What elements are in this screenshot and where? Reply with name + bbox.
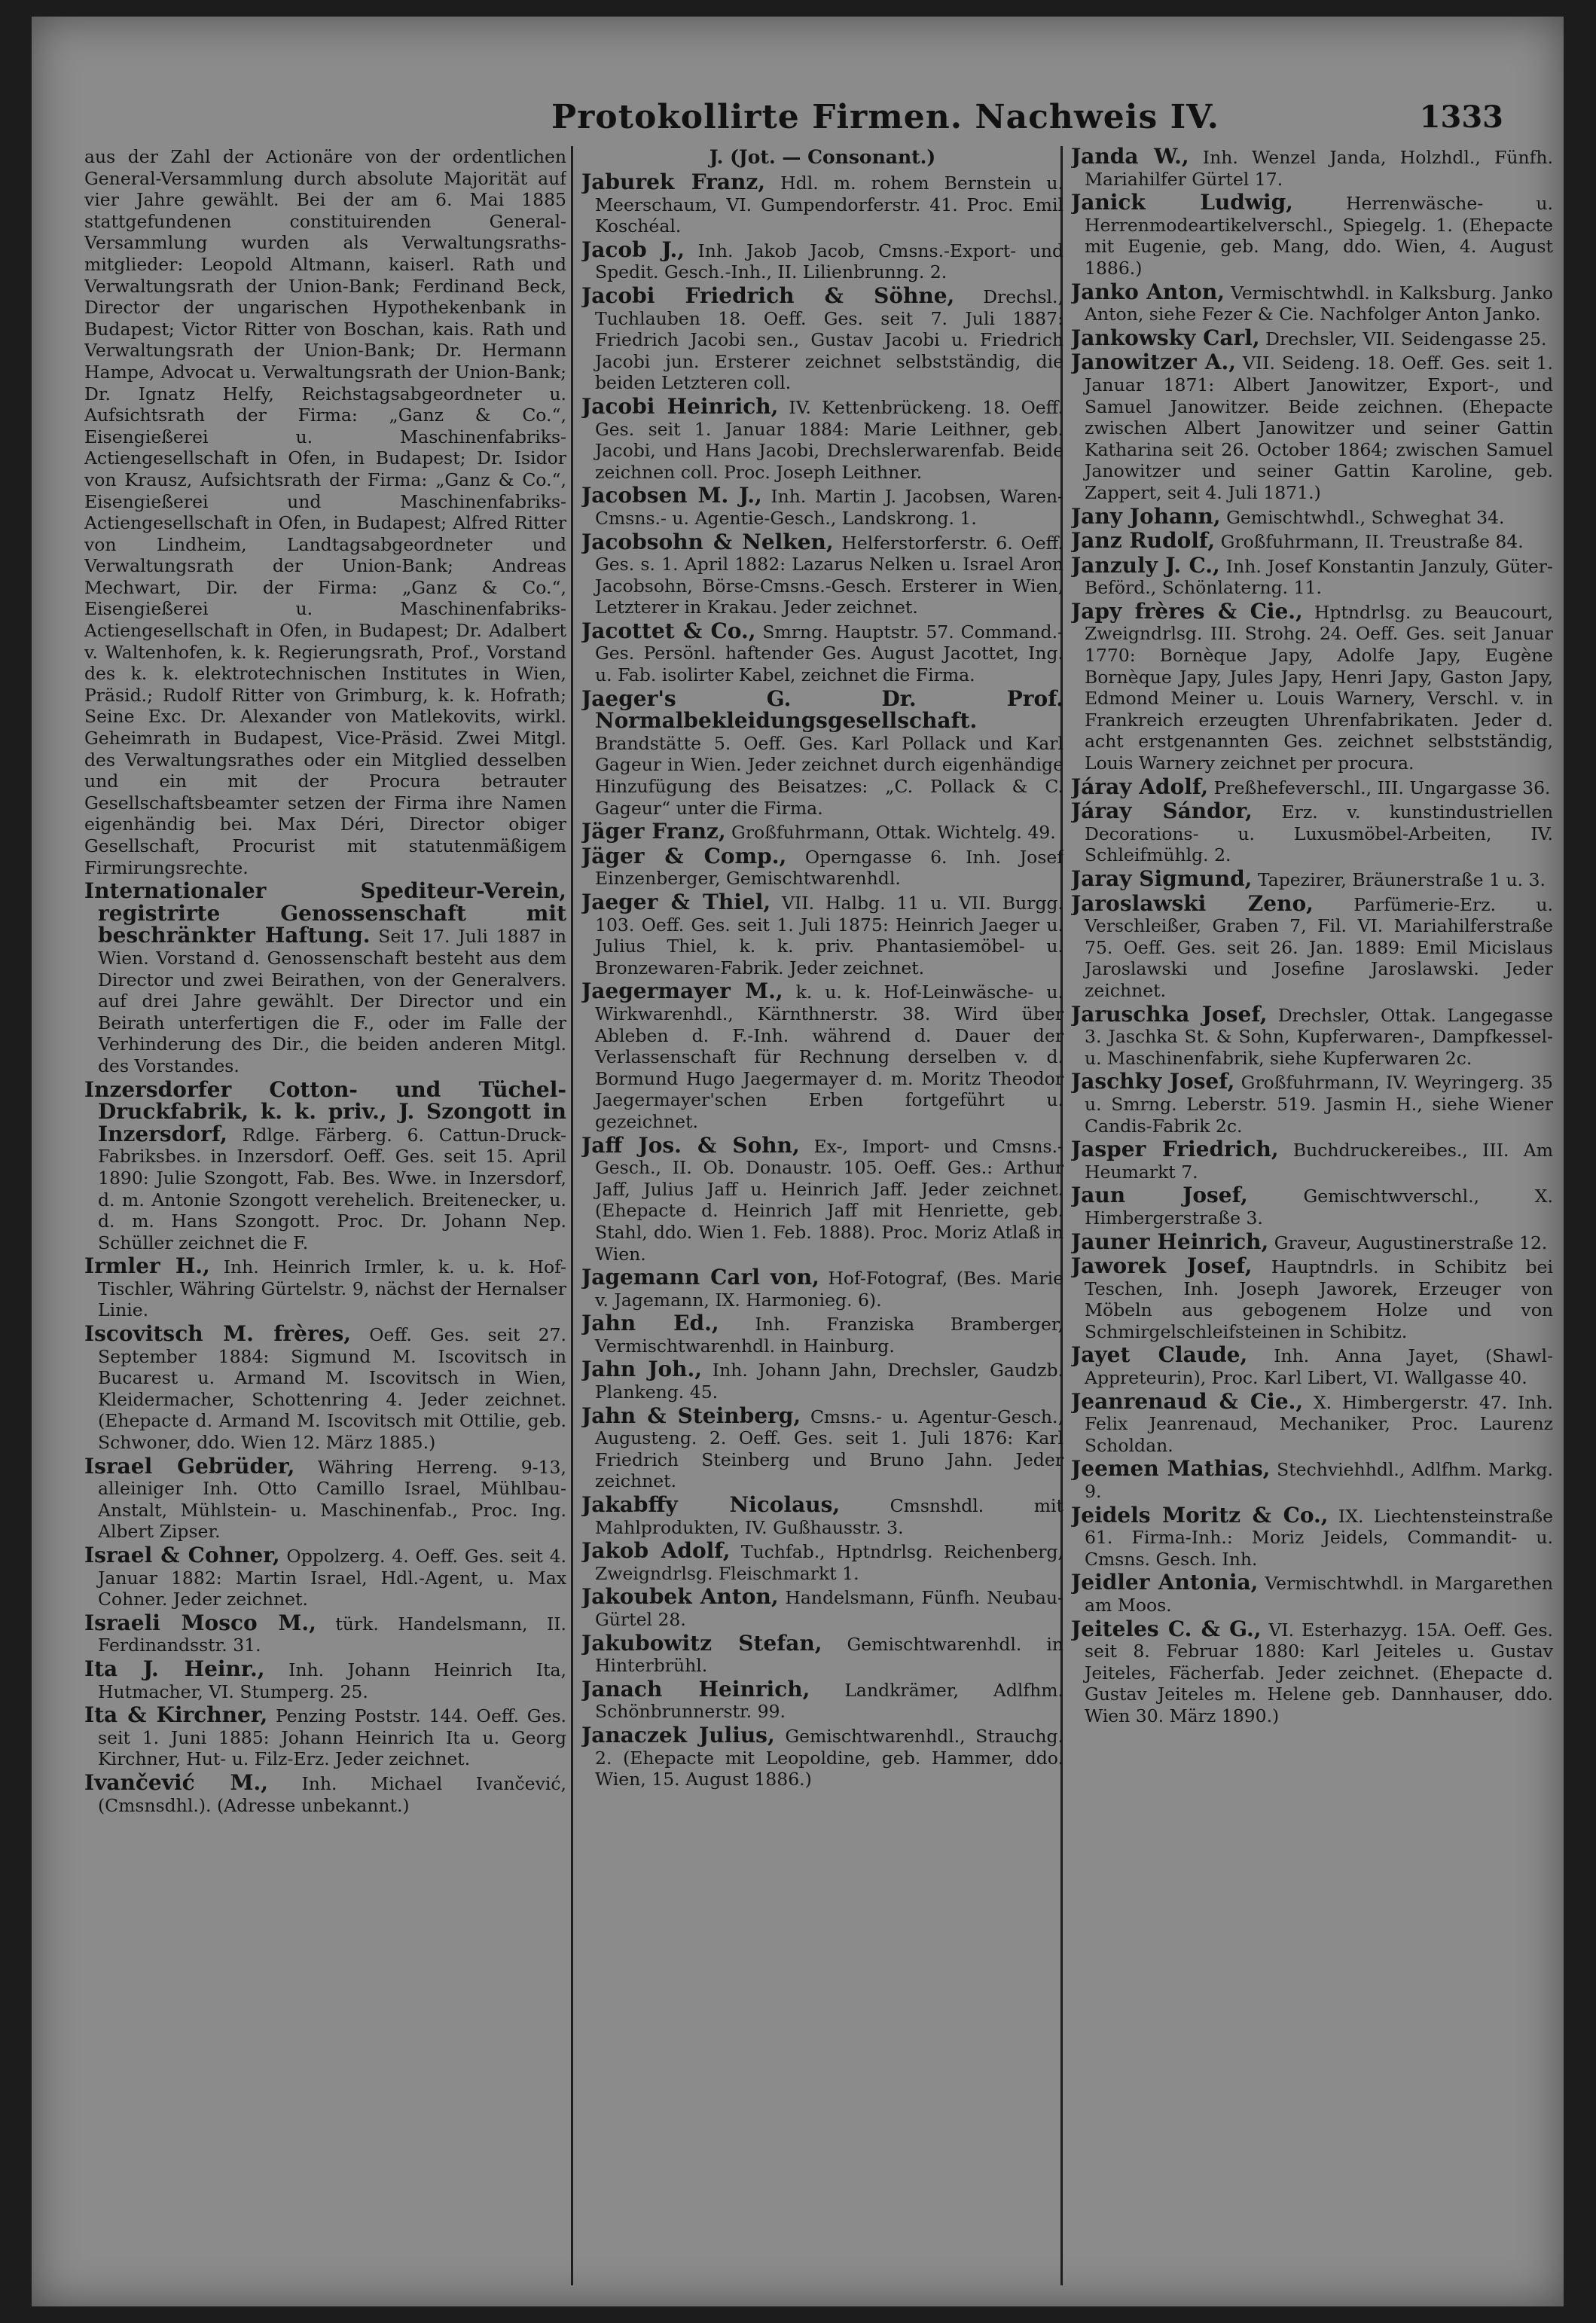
firm-name: Jaff Jos. & Sohn, <box>581 1132 800 1158</box>
directory-entry <box>581 237 1063 283</box>
firm-name: Jacottet & Co., <box>581 618 756 643</box>
entry-details: Inh. Anna Jayet, (Shawl-Appreteurin), Proc. Karl Libert, VI. Wallgasse 40. <box>1085 1345 1553 1389</box>
entry-details: Stechviehhdl., Adlfhm. Markg. 9. <box>1085 1459 1553 1503</box>
continued-entry: aus der Zahl der Actionäre von der ordentlichen General-Versammlung durch absolute Majorität auf vier Jahre gewählt. Bei der am 6. Mai 1885 stattgefundenen constituirenden General-Versammlung wurden als Verwaltungsraths-mitglieder: Leopold Altmann, kaiserl. Rath und Verwaltungsrath der Union-Bank; Ferdinand Beck, Director der ungarischen Hypothekenbank in Budapest; Victor Ritter von Boschan, kais. Rath und Verwaltungsrath der Union-Bank; Dr. Hermann Hampe, Advocat u. Verwaltungsrath der Union-Bank; Dr. Ignatz Helfy, Reichstagsabgeordneter u. Aufsichtsrath der Firma: „Ganz & Co.“, Eisengießerei u. Maschinenfabriks-Actiengesellschaft in Ofen, in Budapest; Dr. Isidor von Krausz, Aufsichtsrath der Firma: „Ganz & Co.“, Eisengießerei und Maschinenfabriks-Actiengesellschaft in Ofen, in Budapest; Alfred Ritter von Lindheim, Landtagsabgeordneter und Verwaltungsrath der Union-Bank; Andreas Mechwart, Dir. der Firma: „Ganz & Co.“, Eisengießerei u. Maschinenfabriks-Actiengesellschaft in Ofen, in Budapest; Dr. Adalbert v. Waltenhofen, k. k. Regierungsrath, Prof., Vorstand des k. k. elektrotechnischen Institutes in Wien, Präsid.; Rudolf Ritter von Grimburg, k. k. Hofrath; Seine Exc. Dr. Alexander von Matlekovits, wirkl. Geheimrath in Budapest, Vice-Präsid. Zwei Mitgl. des Verwaltungsrathes oder ein Mitglied desselben und ein mit der Procura betrauter Gesellschaftsbeamter setzen der Firma ihre Namen eigenhändig bei. Max Déri, Director obiger Gesellschaft, Procurist mit statutenmäßigem Firmirungsrechte. <box>84 146 566 878</box>
directory-entry <box>581 1313 1063 1357</box>
directory-entry <box>1071 530 1553 553</box>
entry-details: Hdl. m. rohem Bernstein u. Meerschaum, VI. Gumpendorferstr. 41. Proc. Emil Koschéal. <box>595 172 1063 237</box>
directory-entry <box>1071 325 1553 350</box>
directory-entry <box>581 892 1063 978</box>
entry-details: Großfuhrmann, IV. Weyringerg. 35 u. Smrng. Leberstr. 519. Jasmin H., siehe Wiener Candis-Fabrik 2c. <box>1085 1072 1553 1137</box>
entry-details: Handelsmann, Fünfh. Neubau-Gürtel 28. <box>595 1587 1063 1630</box>
firm-name: Israel & Cohner, <box>84 1543 280 1567</box>
entry-details: Inh. Franziska Bramberger, Vermischtwarenhdl. in Hainburg. <box>595 1314 1063 1357</box>
directory-entry <box>1071 1388 1553 1457</box>
entry-details: Rdlge. Färberg. 6. Cattun-Druck-Fabriksbes. in Inzersdorf. Oeff. Ges. seit 15. April 1890: Julie Szongott, Fab. Bes. Wwe. in Inzersdorf, d. m. Antonie Szongott verehelich. Breitenecker, u. d. m. Hans Szongott. Proc. Dr. Johann Nep. Schüller zeichnet die F. <box>98 1124 566 1253</box>
firm-name: Janowitzer A., <box>1071 350 1236 375</box>
entry-details: Gemischtwverschl., X. Himbergerstraße 3. <box>1085 1186 1553 1229</box>
page-title: Protokollirte Firmen. Nachweis IV. <box>551 98 1219 136</box>
directory-entry <box>1071 890 1553 1002</box>
column-3 <box>1071 146 1553 2285</box>
directory-entry <box>84 1323 566 1454</box>
directory-entry <box>581 529 1063 618</box>
firm-name: Jäger Franz, <box>581 819 726 844</box>
firm-name: Jahn & Steinberg, <box>581 1403 801 1428</box>
entry-details: Cmsnshdl. mit Mahlprodukten, IV. Gußhausstr. 3. <box>595 1495 1063 1538</box>
firm-name: Jeidler Antonia, <box>1071 1570 1259 1595</box>
entry-details: Hauptndrls. in Schibitz bei Teschen, Inh. Joseph Jaworek, Erzeuger von Möbeln aus gebogenem Holze und von Schmirgelschleifsteinen in Schibitz. <box>1085 1256 1553 1342</box>
entry-details: Drechsl., Tuchlauben 18. Oeff. Ges. seit 7. Juli 1887: Friedrich Jacobi sen., Gustav Jacobi u. Friedrich Jacobi jun. Ersterer zeichnet selbstständig, die beiden Letzteren coll. <box>595 285 1063 394</box>
directory-entry <box>581 618 1063 686</box>
entry-details: Inh. Johann Heinrich Ita, Hutmacher, VI. Stumperg. 25. <box>98 1659 566 1702</box>
firm-name: Jahn Ed., <box>581 1311 719 1336</box>
entry-details: Großfuhrmann, II. Treustraße 84. <box>1215 531 1524 553</box>
directory-entry <box>1071 868 1553 891</box>
entry-details: Inh. Johann Jahn, Drechsler, Gaudzb. Plankeng. 45. <box>595 1360 1063 1403</box>
directory-entry <box>581 978 1063 1132</box>
directory-entry <box>581 1540 1063 1584</box>
firm-name: Jacobi Heinrich, <box>581 393 779 419</box>
firm-name: Jeemen Mathias, <box>1071 1456 1271 1482</box>
firm-name: Janz Rudolf, <box>1071 528 1216 554</box>
firm-name: Jakoubek Anton, <box>581 1584 779 1610</box>
directory-entry <box>84 1769 566 1816</box>
firm-name: Jacobi Friedrich & Söhne, <box>581 282 955 308</box>
entry-details: Inh. Jakob Jacob, Cmsns.-Export- und Spedit. Gesch.-Inh., II. Lilienbrunng. 2. <box>595 240 1063 283</box>
entry-list <box>1071 146 1553 1727</box>
entry-details: Preßhefeverschl., III. Ungargasse 36. <box>1208 777 1551 798</box>
firm-name: Internationaler Spediteur-Verein, registrirte Genossenschaft mit beschränkter Haftung. <box>84 878 566 948</box>
directory-entry <box>84 1610 566 1656</box>
firm-name: Israel Gebrüder, <box>84 1453 295 1479</box>
entry-details: Inh. Martin J. Jacobsen, Waren-Cmsns.- u. Agentie-Gesch., Landskrong. 1. <box>595 486 1063 529</box>
column-divider <box>571 146 573 2285</box>
directory-entry <box>1071 598 1553 774</box>
directory-entry <box>1071 798 1553 866</box>
directory-entry <box>581 1676 1063 1723</box>
firm-name: Jauner Heinrich, <box>1071 1229 1269 1254</box>
entry-details: Gemischtwhdl., Schweghat 34. <box>1220 506 1505 528</box>
directory-entry <box>84 1076 566 1254</box>
firm-name: Jeidels Moritz & Co., <box>1071 1502 1329 1528</box>
directory-entry <box>581 393 1063 483</box>
firm-name: Jacob J., <box>581 237 685 262</box>
entry-details: Tuchfab., Hptndrlsg. Reichenberg, Zweigndrlsg. Fleischmarkt 1. <box>595 1541 1063 1584</box>
entry-details: Oppolzerg. 4. Oeff. Ges. seit 4. Januar 1882: Martin Israel, Hdl.-Agent, u. Max Cohner. Jeder zeichnet. <box>98 1546 566 1610</box>
firm-name: Jacobsen M. J., <box>581 483 762 508</box>
page-header <box>32 92 1564 145</box>
firm-name: Jahn Joh., <box>581 1357 702 1382</box>
directory-entry <box>1071 1572 1553 1616</box>
firm-name: Jaschky Josef, <box>1071 1069 1235 1094</box>
directory-entry <box>1071 1616 1553 1727</box>
directory-entry <box>1071 1071 1553 1137</box>
entry-list <box>581 169 1063 1790</box>
directory-entry <box>581 1722 1063 1790</box>
entry-details: VII. Halbg. 11 u. VII. Burgg. 103. Oeff. Ges. seit 1. Juli 1875: Heinrich Jaeger u. Julius Thiel, k. k. priv. Phantasiemöbel- u. Bronzewaren-Fabrik. Jeder zeichnet. <box>595 893 1063 978</box>
firm-name: Ita & Kirchner, <box>84 1702 268 1728</box>
firm-name: Jaroslawski Zeno, <box>1071 890 1314 916</box>
firm-name: Jany Johann, <box>1071 503 1221 529</box>
firm-name: Irmler H., <box>84 1253 210 1279</box>
firm-name: Ivančević M., <box>84 1769 268 1795</box>
firm-name: Janick Ludwig, <box>1071 190 1293 215</box>
directory-entry <box>1071 1342 1553 1389</box>
firm-name: Israeli Mosco M., <box>84 1610 316 1635</box>
firm-name: Jaworek Josef, <box>1071 1253 1253 1279</box>
entry-details: Herrenwäsche- u. Herrenmodeartikelverschl., Spiegelg. 1. (Ehepacte mit Eugenie, geb. Mang, ddo. Wien, 4. August 1886.) <box>1085 193 1553 279</box>
directory-entry <box>581 1586 1063 1630</box>
directory-entry <box>1071 1139 1553 1183</box>
firm-name: Jaray Sigmund, <box>1071 866 1253 891</box>
entry-details: k. u. k. Hof-Leinwäsche- u. Wirkwarenhdl., Kärnthnerstr. 38. Wird über Ableben d. F.-Inh. während d. Dauer der Verlassenschaft für Rechnung derselben v. d. Bormund Hugo Jaegermayer d. m. Moritz Theodor Jaegermayer'schen Erben fortgeführt u. gezeichnet. <box>595 981 1063 1132</box>
directory-entry <box>84 1656 566 1702</box>
directory-entry <box>1071 1502 1553 1571</box>
firm-name: Jäger & Comp., <box>581 843 787 868</box>
entry-details: VI. Esterhazyg. 15A. Oeff. Ges. seit 8. Februar 1880: Karl Jeiteles u. Gustav Jeiteles, Fächerfab. Jeder zeichnet. (Ehepacte d. Gustav Jeiteles m. Helene geb. Dannhauser, ddo. Wien 30. März 1890.) <box>1085 1619 1553 1726</box>
directory-entry <box>84 1545 566 1610</box>
entry-details: Operngasse 6. Inh. Josef Einzenberger, Gemischtwarenhdl. <box>595 846 1063 890</box>
directory-entry <box>1071 503 1553 529</box>
directory-entry <box>581 1494 1063 1538</box>
firm-name: Jaburek Franz, <box>581 169 766 194</box>
entry-details: Drechsler, VII. Seidengasse 25. <box>1259 328 1547 350</box>
page-number: 1333 <box>1419 99 1503 135</box>
directory-entry <box>1071 1253 1553 1342</box>
entry-details: VII. Seideng. 18. Oeff. Ges. seit 1. Januar 1871: Albert Janowitzer, Export-, und Samuel Janowitzer. Beide zeichnen. (Ehepacte zwischen Albert Janowitzer und seiner Gattin Katharina seit 26. October 1864; zwischen Samuel Janowitzer und seiner Gattin Karoline, geb. Zappert, seit 4. Juli 1871.) <box>1085 353 1553 503</box>
entry-details: Drechsler, Ottak. Langegasse 3. Jaschka St. & Sohn, Kupferwaren-, Dampfkessel- u. Maschinenfabrik, siehe Kupferwaren 2c. <box>1085 1004 1553 1069</box>
entry-details: Ex-, Import- und Cmsns.-Gesch., II. Ob. Donaustr. 105. Oeff. Ges.: Arthur Jaff, Julius Jaff u. Heinrich Jaff. Jeder zeichnet. (Ehepacte d. Heinrich Jaff mit Henriette, geb. Stahl, ddo. Wien 1. Feb. 1888). Proc. Moriz Atlaß in Wien. <box>595 1135 1063 1265</box>
directory-entry <box>581 821 1063 844</box>
firm-name: Jaeger & Thiel, <box>581 890 771 914</box>
directory-entry <box>581 485 1063 529</box>
directory-entry <box>1071 146 1553 190</box>
firm-name: Japy frères & Cie., <box>1071 598 1303 624</box>
firm-name: Jaeger's G. Dr. Prof. Normalbekleidungsgesellschaft. <box>581 685 1063 734</box>
entry-list <box>84 878 566 1816</box>
entry-details: Hof-Fotograf, (Bes. Marie v. Jagemann, IX. Harmonieg. 6). <box>595 1268 1063 1311</box>
directory-entry <box>581 685 1063 820</box>
entry-details: Seit 17. Juli 1887 in Wien. Vorstand d. Genossenschaft besteht aus dem Director und zwei Beirathen, von der Generalvers. auf drei Jahre gewählt. Der Director und ein Beirath unterfertigen die F., oder im Falle der Verhinderung des Dir., die beiden anderen Mitgl. des Vorstandes. <box>98 926 566 1076</box>
entry-details: X. Himbergerstr. 47. Inh. Felix Jeanrenaud, Mechaniker, Proc. Laurenz Scholdan. <box>1085 1391 1553 1456</box>
entry-details: Helferstorferstr. 6. Oeff. Ges. s. 1. April 1882: Lazarus Nelken u. Israel Aron Jacobsohn, Börse-Cmsns.-Gesch. Ersterer in Wien, Letzterer in Krakau. Jeder zeichnet. <box>595 532 1063 618</box>
firm-name: Járay Sándor, <box>1071 798 1253 824</box>
firm-name: Janko Anton, <box>1071 279 1225 304</box>
entry-details: Parfümerie-Erz. u. Verschleißer, Graben 7, Fil. VI. Mariahilferstraße 75. Oeff. Ges. seit 26. Jan. 1889: Emil Micislaus Jaroslawski und Josefine Jaroslawski. Jeder zeichnet. <box>1085 893 1553 1001</box>
firm-name: Járay Adolf, <box>1071 774 1209 799</box>
firm-name: Iscovitsch M. frères, <box>84 1321 352 1347</box>
firm-name: Jaegermayer M., <box>581 978 783 1004</box>
directory-entry <box>84 878 566 1076</box>
entry-details: Buchdruckereibes., III. Am Heumarkt 7. <box>1085 1140 1553 1183</box>
directory-entry <box>1071 1185 1553 1229</box>
firm-name: Ita J. Heinr., <box>84 1656 265 1681</box>
firm-name: Jaruschka Josef, <box>1071 1001 1268 1027</box>
directory-entry <box>1071 1229 1553 1254</box>
directory-entry <box>84 1253 566 1321</box>
entry-details: Hptndrlsg. zu Beaucourt, Zweigndrlsg. III. Strohg. 24. Oeff. Ges. seit Januar 1770: Bornèque Japy, Adolfe Japy, Eugène Bornèque Japy, Jules Japy, Henri Japy, Gaston Japy, Edmond Meiner u. Louis Warnery, Verschl. v. in Frankreich erzeugten Uhrenfabrikaten. Jeder d. acht erstgenannten Ges. zeichnet selbstständig, Louis Warnery zeichnet per procura. <box>1085 601 1553 774</box>
firm-name: Jeanrenaud & Cie., <box>1071 1388 1304 1414</box>
entry-details: Cmsns.- u. Agentur-Gesch., Augusteng. 2. Oeff. Ges. seit 1. Juli 1876: Karl Friedrich Steinberg und Bruno Jahn. Jeder zeichnet. <box>595 1406 1063 1492</box>
firm-name: Jagemann Carl von, <box>581 1265 819 1290</box>
entry-details: Vermischtwhdl. in Margarethen am Moos. <box>1085 1573 1553 1616</box>
entry-details: Gemischtwarenhdl., Strauchg. 2. (Ehepacte mit Leopoldine, geb. Hammer, ddo. Wien, 15. August 1886.) <box>595 1725 1063 1790</box>
firm-name: Jasper Friedrich, <box>1071 1137 1279 1162</box>
entry-details: Oeff. Ges. seit 27. September 1884: Sigmund M. Iscovitsch in Bucarest u. Armand M. Iscovitsch in Wien, Kleidermacher, Schottenring 4. Jeder zeichnet. (Ehepacte d. Armand M. Iscovitsch mit Ottilie, geb. Schwoner, ddo. Wien 12. März 1885.) <box>98 1324 566 1454</box>
directory-entry <box>1071 279 1553 325</box>
directory-entry <box>1071 352 1553 503</box>
firm-name: Jacobsohn & Nelken, <box>581 529 834 554</box>
entry-details: Vermischtwhdl. in Kalksburg. Janko Anton, siehe Fezer & Cie. Nachfolger Anton Janko. <box>1085 282 1553 325</box>
directory-entry <box>581 282 1063 394</box>
entry-details: türk. Handelsmann, II. Ferdinandsstr. 31. <box>98 1613 566 1656</box>
column-1 <box>84 146 566 2285</box>
firm-name: Jakob Adolf, <box>581 1538 731 1564</box>
firm-name: Jayet Claude, <box>1071 1342 1248 1368</box>
section-heading: J. (Jot. — Consonant.) <box>709 146 936 168</box>
firm-name: Janach Heinrich, <box>581 1676 810 1702</box>
directory-entry <box>1071 552 1553 599</box>
firm-name: Jakubowitz Stefan, <box>581 1630 822 1656</box>
entry-details: Inh. Heinrich Irmler, k. u. k. Hof-Tischler, Währing Gürtelstr. 9, nächst der Hernalser Linie. <box>98 1256 566 1321</box>
directory-entry <box>1071 1001 1553 1070</box>
directory-entry <box>1071 1458 1553 1502</box>
directory-entry <box>581 1132 1063 1265</box>
directory-entry <box>581 1403 1063 1492</box>
directory-entry <box>84 1453 566 1543</box>
entry-details: Inh. Michael Ivančević, (Cmsnsdhl.). (Adresse unbekannt.) <box>98 1772 566 1816</box>
entry-details: Tapezirer, Bräunerstraße 1 u. 3. <box>1252 869 1546 890</box>
entry-details: IX. Liechtensteinstraße 61. Firma-Inh.: Moriz Jeidels, Commandit- u. Cmsns. Gesch. Inh. <box>1085 1505 1553 1570</box>
entry-details: Großfuhrmann, Ottak. Wichtelg. 49. <box>725 822 1056 844</box>
firm-name: Jaun Josef, <box>1071 1183 1248 1208</box>
firm-name: Janaczek Julius, <box>581 1722 775 1748</box>
directory-entry <box>1071 192 1553 279</box>
directory-page <box>32 17 1564 2306</box>
entry-details: Erz. v. kunstindustriellen Decorations- u. Luxusmöbel-Arbeiten, IV. Schleifmühlg. 2. <box>1085 801 1553 866</box>
directory-entry <box>1071 774 1553 799</box>
directory-entry <box>581 1359 1063 1403</box>
directory-entry <box>581 843 1063 890</box>
directory-entry <box>84 1702 566 1770</box>
directory-entry <box>581 169 1063 237</box>
entry-details: Währing Herreng. 9-13, alleiniger Inh. Otto Camillo Israel, Mühlbau-Anstalt, Mühlstein- u. Maschinenfab., Proc. Ing. Albert Zipser. <box>98 1456 566 1543</box>
column-2 <box>581 146 1063 2285</box>
entry-details: Penzing Poststr. 144. Oeff. Ges. seit 1. Juni 1885: Johann Heinrich Ita u. Georg Kirchner, Hut- u. Filz-Erz. Jeder zeichnet. <box>98 1705 566 1770</box>
directory-entry <box>581 1267 1063 1311</box>
entry-details: Inh. Wenzel Janda, Holzhdl., Fünfh. Mariahilfer Gürtel 17. <box>1085 147 1553 190</box>
directory-entry <box>581 1630 1063 1677</box>
entry-details: IV. Kettenbrückeng. 18. Oeff. Ges. seit 1. Januar 1884: Marie Leithner, geb. Jacobi, und Hans Jacobi, Drechslerwarenfab. Beide zeichnen coll. Proc. Joseph Leithner. <box>595 396 1063 483</box>
entry-details: Inh. Josef Konstantin Janzuly, Güter-Beförd., Schönlaterng. 11. <box>1085 555 1553 599</box>
firm-name: Janzuly J. C., <box>1071 552 1220 578</box>
firm-name: Jakabffy Nicolaus, <box>581 1492 841 1518</box>
firm-name: Jeiteles C. & G., <box>1071 1616 1262 1641</box>
entry-details: Smrng. Hauptstr. 57. Command.-Ges. Persönl. haftender Ges. August Jacottet, Ing. u. Fab. isolirter Kabel, zeichnet die Firma. <box>595 621 1063 686</box>
firm-name: Inzersdorfer Cotton- und Tüchel-Druckfabrik, k. k. priv., J. Szongott in Inzersdorf, <box>84 1076 566 1146</box>
entry-details: Gemischtwarenhdl. in Hinterbrühl. <box>595 1633 1063 1677</box>
entry-details: Brandstätte 5. Oeff. Ges. Karl Pollack und Karl Gageur in Wien. Jeder zeichnet durch eigenhändige Hinzufügung des Beisatzes: „C. Pollack & C. Gageur“ unter die Firma. <box>595 732 1063 819</box>
entry-details: Landkrämer, Adlfhm. Schönbrunnerstr. 99. <box>595 1679 1063 1723</box>
entry-details: Graveur, Augustinerstraße 12. <box>1268 1232 1548 1253</box>
firm-name: Janda W., <box>1071 146 1189 169</box>
firm-name: Jankowsky Carl, <box>1071 325 1260 350</box>
